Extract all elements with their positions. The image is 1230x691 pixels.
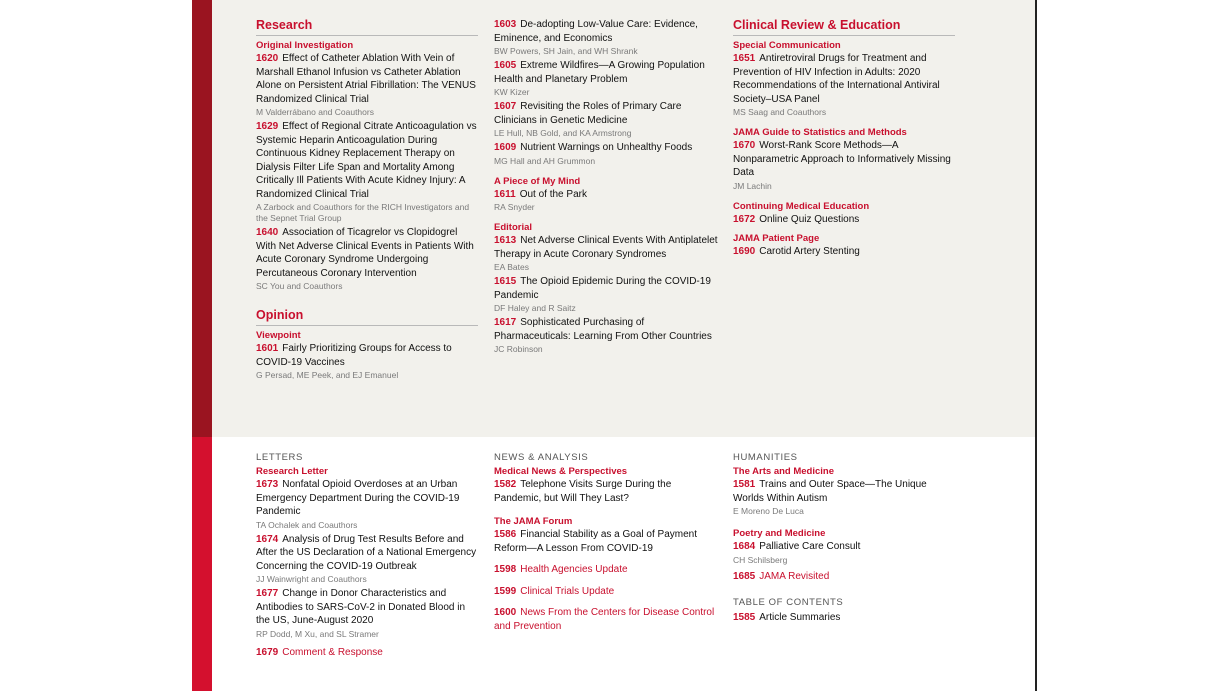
article-title: Revisiting the Roles of Primary Care Clinicians in Genetic Medicine [494, 101, 682, 126]
article-authors: EA Bates [494, 262, 529, 272]
page-number: 1685 [733, 570, 756, 582]
page-number: 1673 [256, 479, 279, 490]
toc-entry[interactable] [256, 342, 478, 381]
toc-entry[interactable] [494, 100, 719, 139]
subheading-piece-of-my-mind: A Piece of My Mind [494, 175, 581, 187]
article-title: Health Agencies Update [520, 564, 628, 575]
toc-entry[interactable] [494, 234, 719, 273]
article-authors: MG Hall and AH Grummon [494, 155, 596, 166]
page-number: 1640 [256, 227, 279, 238]
article-title: Nonfatal Opioid Overdoses at an Urban Emergency Department During the COVID-19 Pandemic [256, 479, 460, 517]
article-authors: CH Schilsberg [733, 554, 788, 565]
column-opinion-continued [494, 18, 719, 357]
article-title: Extreme Wildfires—A Growing Population Health and Planetary Problem [494, 60, 705, 85]
toc-entry[interactable] [256, 587, 478, 640]
page-number: 1684 [733, 541, 756, 552]
toc-entry[interactable] [494, 18, 719, 57]
article-authors: SC You and Coauthors [256, 281, 343, 291]
article-title: JAMA Revisited [759, 570, 830, 582]
toc-entry-comment-response[interactable] [256, 646, 478, 660]
subheading-jama-forum: The JAMA Forum [494, 516, 573, 527]
page-number: 1620 [256, 53, 279, 64]
article-authors: JC Robinson [494, 344, 543, 354]
toc-entry[interactable] [256, 478, 478, 531]
article-title: Financial Stability as a Goal of Payment Reform—A Lesson From COVID-19 [494, 529, 698, 554]
page-number: 1598 [494, 564, 517, 575]
article-title: Antiretroviral Drugs for Treatment and Prevention of HIV Infection in Adults: 2020 Recommendations of the International Antiviral Society–USA Panel [733, 53, 940, 105]
article-authors: G Persad, ME Peek, and EJ Emanuel [256, 370, 399, 380]
column-clinical-review [733, 18, 955, 259]
toc-entry[interactable] [494, 478, 716, 505]
article-authors: JM Lachin [733, 180, 772, 191]
toc-entry[interactable] [733, 52, 955, 118]
toc-entry[interactable] [494, 188, 719, 214]
page-number: 1609 [494, 142, 517, 153]
toc-entry[interactable] [494, 59, 719, 98]
article-title: Palliative Care Consult [759, 541, 861, 552]
article-title: Carotid Artery Stenting [759, 246, 860, 257]
toc-entry[interactable] [494, 585, 716, 599]
article-authors: MS Saag and Coauthors [733, 107, 827, 117]
side-bar-research [192, 0, 212, 437]
section-heading-news: NEWS & ANALYSIS [494, 452, 589, 463]
section-heading-clinical-review: Clinical Review & Education [733, 18, 955, 36]
page-number: 1651 [733, 53, 756, 64]
page-number: 1601 [256, 343, 279, 354]
page-number: 1670 [733, 140, 756, 151]
article-title: Analysis of Drug Test Results Before and After the US Declaration of a National Emergency Concerning the COVID-19 Outbreak [256, 533, 477, 572]
article-authors: KW Kizer [494, 87, 530, 97]
toc-entry[interactable] [733, 478, 955, 517]
article-title: Effect of Catheter Ablation With Vein of Marshall Ethanol Infusion vs Catheter Ablation Alone on Persistent Atrial Fibrillation: The VENUS Randomized Clinical Trial [256, 53, 476, 105]
column-letters [256, 452, 478, 659]
toc-entry[interactable] [494, 528, 716, 555]
page-number: 1674 [256, 533, 279, 545]
side-bar-departments [192, 437, 212, 691]
article-title: The Opioid Epidemic During the COVID-19 Pandemic [494, 276, 711, 301]
subheading-cme: Continuing Medical Education [733, 200, 870, 212]
article-authors: TA Ochalek and Coauthors [256, 519, 358, 530]
article-title: Online Quiz Questions [759, 213, 860, 225]
page-number: 1582 [494, 479, 517, 490]
page-number: 1613 [494, 235, 517, 246]
article-title: Change in Donor Characteristics and Antibodies to SARS-CoV-2 in Donated Blood in the US, June-August 2020 [256, 588, 466, 626]
article-title: Telephone Visits Surge During the Pandemic, but Will They Last? [494, 479, 672, 504]
article-authors: RP Dodd, M Xu, and SL Stramer [256, 628, 379, 639]
section-heading-toc: TABLE OF CONTENTS [733, 597, 844, 608]
article-authors: M Valderrábano and Coauthors [256, 107, 374, 117]
section-heading-letters: LETTERS [256, 452, 303, 463]
toc-entry[interactable] [733, 540, 955, 566]
article-authors: LE Hull, NB Gold, and KA Armstrong [494, 128, 632, 138]
section-heading-research: Research [256, 18, 478, 36]
section-heading-opinion: Opinion [256, 308, 478, 326]
page-number: 1677 [256, 588, 279, 599]
page-number: 1617 [494, 317, 517, 328]
column-research [256, 18, 478, 383]
article-title: Net Adverse Clinical Events With Antiplatelet Therapy in Acute Coronary Syndromes [494, 235, 718, 260]
page-number: 1599 [494, 585, 517, 597]
page-number: 1679 [256, 646, 279, 658]
article-title: De-adopting Low-Value Care: Evidence, Eminence, and Economics [494, 19, 698, 44]
page-number: 1615 [494, 276, 517, 287]
toc-entry[interactable] [494, 606, 716, 633]
subheading-editorial: Editorial [494, 222, 533, 233]
column-humanities [733, 452, 955, 625]
page-number: 1629 [256, 121, 279, 132]
subheading-poetry-medicine: Poetry and Medicine [733, 528, 826, 539]
page-number: 1690 [733, 246, 756, 257]
toc-entry[interactable] [733, 611, 955, 625]
toc-entry[interactable] [256, 120, 478, 224]
subheading-viewpoint: Viewpoint [256, 330, 301, 341]
article-title: Effect of Regional Citrate Anticoagulation vs Systemic Heparin Anticoagulation During Continuous Kidney Replacement Therapy on Dialysis Filter Life Span and Mortality Among Critically Ill Patients With Acute Kidney Injury: A Randomized Clinical Trial [256, 121, 477, 200]
article-authors: BW Powers, SH Jain, and WH Shrank [494, 46, 638, 56]
toc-entry[interactable] [256, 226, 478, 292]
page-number: 1605 [494, 60, 517, 71]
article-title: Article Summaries [759, 612, 841, 623]
page-number: 1585 [733, 612, 756, 623]
section-heading-humanities: HUMANITIES [733, 452, 798, 463]
page-number: 1607 [494, 101, 517, 112]
page-number: 1611 [494, 188, 516, 200]
toc-entry[interactable] [733, 213, 955, 227]
subheading-original-investigation: Original Investigation [256, 40, 354, 51]
article-authors: DF Haley and R Saitz [494, 303, 576, 313]
article-title: Comment & Response [282, 646, 383, 658]
toc-entry[interactable] [494, 275, 719, 314]
article-title: Worst-Rank Score Methods—A Nonparametric Approach to Informatively Missing Data [733, 140, 951, 178]
toc-entry[interactable] [256, 533, 478, 586]
article-title: Association of Ticagrelor vs Clopidogrel With Net Adverse Clinical Events in Patients With Acute Coronary Syndrome Undergoing Percutaneous Coronary Intervention [256, 227, 474, 279]
page-number: 1581 [733, 479, 756, 490]
article-title: Clinical Trials Update [520, 585, 615, 597]
article-authors: E Moreno De Luca [733, 506, 804, 516]
subheading-research-letter: Research Letter [256, 466, 328, 477]
column-news-analysis [494, 452, 716, 633]
article-title: Trains and Outer Space—The Unique Worlds Within Autism [733, 479, 927, 504]
article-title: Out of the Park [519, 188, 587, 200]
article-title: Nutrient Warnings on Unhealthy Foods [520, 142, 693, 153]
article-title: Sophisticated Purchasing of Pharmaceuticals: Learning From Other Countries [494, 317, 712, 342]
toc-page [192, 0, 1037, 691]
article-authors: A Zarbock and Coauthors for the RICH Investigators and the Sepnet Trial Group [256, 202, 470, 223]
toc-entry[interactable] [256, 52, 478, 118]
subheading-patient-page: JAMA Patient Page [733, 233, 820, 244]
page-number: 1600 [494, 607, 517, 618]
article-authors: RA Snyder [494, 202, 535, 212]
toc-entry[interactable] [733, 139, 955, 192]
toc-entry[interactable] [494, 563, 716, 577]
article-title: News From the Centers for Disease Control and Prevention [494, 607, 715, 632]
toc-entry[interactable] [494, 141, 719, 167]
page-number: 1603 [494, 19, 517, 30]
article-authors: JJ Wainwright and Coauthors [256, 574, 367, 584]
page-number: 1586 [494, 529, 517, 540]
toc-entry[interactable] [733, 570, 955, 584]
article-title: Fairly Prioritizing Groups for Access to COVID-19 Vaccines [256, 343, 452, 368]
subheading-special-communication: Special Communication [733, 40, 841, 51]
subheading-arts-medicine: The Arts and Medicine [733, 466, 834, 477]
page-number: 1672 [733, 213, 756, 225]
toc-entry[interactable] [494, 316, 719, 355]
subheading-guide-statistics: JAMA Guide to Statistics and Methods [733, 127, 907, 138]
subheading-medical-news: Medical News & Perspectives [494, 466, 628, 477]
toc-entry[interactable] [733, 245, 955, 259]
